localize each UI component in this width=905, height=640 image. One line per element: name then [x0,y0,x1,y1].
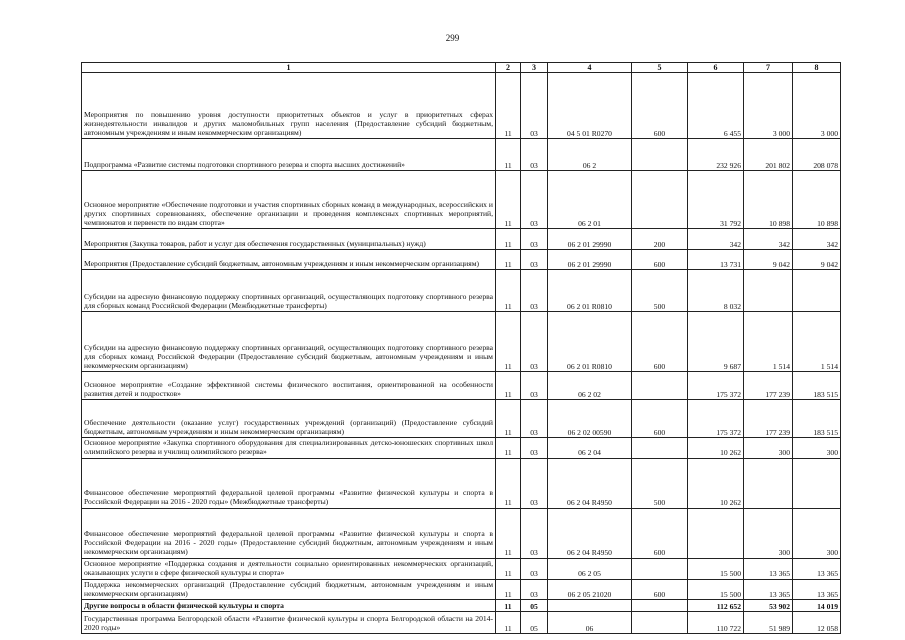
row-section: 11 [496,579,521,599]
header-col-1: 1 [82,63,496,73]
row-section: 11 [496,73,521,139]
row-amount-2020: 300 [793,508,841,558]
row-amount-2020: 13 365 [793,558,841,579]
row-amount-2019: 10 898 [744,171,793,229]
row-amount-2019: 13 365 [744,558,793,579]
row-amount-2018: 10 262 [688,458,744,508]
table-row [82,270,841,312]
row-expense-type [632,438,688,458]
row-amount-2019: 53 902 [744,600,793,612]
row-section: 11 [496,558,521,579]
row-amount-2019 [744,270,793,312]
row-subsection: 03 [521,458,548,508]
table-row [82,372,841,400]
row-target-article: 06 2 05 21020 [548,579,632,599]
row-target-article: 06 2 01 R0810 [548,270,632,312]
row-description: Поддержка некоммерческих организаций (Предоставление субсидий бюджетным, автономным учреждениям и иным некоммерческим организациям) [82,579,496,599]
row-description: Субсидии на адресную финансовую поддержку спортивных организаций, осуществляющих подготовку спортивного резерва для сборных команд Российской Федерации (Предоставление субсидий бюджетным, автономным учреждениям и иным некоммерческим организациям) [82,312,496,372]
header-col-2: 2 [496,63,521,73]
table-row [82,612,841,634]
row-target-article: 06 [548,612,632,634]
table-row [82,438,841,458]
row-amount-2018 [688,508,744,558]
row-subsection: 05 [521,612,548,634]
row-target-article: 06 2 01 R0810 [548,312,632,372]
row-description: Мероприятия (Закупка товаров, работ и услуг для обеспечения государственных (муниципальных) нужд) [82,229,496,250]
row-amount-2019: 201 802 [744,139,793,171]
row-amount-2020: 208 078 [793,139,841,171]
table-row [82,139,841,171]
row-amount-2020: 10 898 [793,171,841,229]
row-expense-type: 500 [632,458,688,508]
row-target-article: 06 2 04 [548,438,632,458]
row-amount-2018: 15 500 [688,579,744,599]
row-amount-2018: 15 500 [688,558,744,579]
row-subsection: 03 [521,372,548,400]
row-subsection: 03 [521,139,548,171]
row-subsection: 03 [521,438,548,458]
row-amount-2019: 51 989 [744,612,793,634]
row-section: 11 [496,458,521,508]
row-description: Основное мероприятие «Закупка спортивного оборудования для специализированных детско-юношеских спортивных школ олимпийского резерва и училищ олимпийского резерва» [82,438,496,458]
row-target-article: 06 2 01 29990 [548,250,632,270]
table-row [82,73,841,139]
row-amount-2020: 14 019 [793,600,841,612]
row-description: Финансовое обеспечение мероприятий федеральной целевой программы «Развитие физической культуры и спорта в Российской Федерации на 2016 - 2020 годы» (Предоставление субсидий бюджетным, автономным учреждениям и иным некоммерческим организациям) [82,508,496,558]
row-amount-2020: 9 042 [793,250,841,270]
row-subsection: 03 [521,73,548,139]
row-expense-type [632,372,688,400]
row-amount-2020: 1 514 [793,312,841,372]
row-amount-2020: 183 515 [793,400,841,438]
row-amount-2018: 342 [688,229,744,250]
row-amount-2020: 13 365 [793,579,841,599]
row-target-article: 06 2 05 [548,558,632,579]
row-target-article: 06 2 01 [548,171,632,229]
row-subsection: 03 [521,250,548,270]
row-expense-type [632,600,688,612]
row-amount-2019: 177 239 [744,400,793,438]
row-description: Основное мероприятие «Обеспечение подготовки и участия спортивных сборных команд в международных, всероссийских и других спортивных соревнованиях, обеспечение организации и проведения комплексных спортивных мероприятий, чемпионатов и первенств по видам спорта» [82,171,496,229]
row-amount-2018: 31 792 [688,171,744,229]
table-row [82,229,841,250]
table-row [82,250,841,270]
row-amount-2019: 342 [744,229,793,250]
header-col-5: 5 [632,63,688,73]
row-amount-2018: 232 926 [688,139,744,171]
row-section: 11 [496,229,521,250]
row-expense-type: 200 [632,229,688,250]
row-amount-2018: 112 652 [688,600,744,612]
row-description: Субсидии на адресную финансовую поддержку спортивных организаций, осуществляющих подготовку спортивного резерва для сборных команд Российской Федерации (Межбюджетные трансферты) [82,270,496,312]
row-subsection: 03 [521,558,548,579]
table-row [82,458,841,508]
row-subsection: 03 [521,312,548,372]
page-number: 299 [445,33,460,43]
row-amount-2020 [793,270,841,312]
row-amount-2019 [744,458,793,508]
row-expense-type: 600 [632,579,688,599]
row-amount-2020 [793,458,841,508]
row-expense-type: 500 [632,270,688,312]
row-amount-2020: 3 000 [793,73,841,139]
row-amount-2018: 175 372 [688,400,744,438]
row-amount-2018: 110 722 [688,612,744,634]
row-section: 11 [496,372,521,400]
row-amount-2018: 6 455 [688,73,744,139]
header-col-4: 4 [548,63,632,73]
row-amount-2019: 177 239 [744,372,793,400]
row-expense-type: 600 [632,508,688,558]
row-amount-2019: 3 000 [744,73,793,139]
row-description: Основное мероприятие «Создание эффективной системы физического воспитания, ориентированной на особенности развития детей и подростков» [82,372,496,400]
table-row [82,508,841,558]
row-section: 11 [496,400,521,438]
row-target-article: 06 2 04 R4950 [548,508,632,558]
table-row [82,400,841,438]
row-expense-type: 600 [632,312,688,372]
row-description: Другие вопросы в области физической культуры и спорта [82,600,496,612]
row-amount-2019: 1 514 [744,312,793,372]
row-amount-2019: 300 [744,438,793,458]
header-col-6: 6 [688,63,744,73]
row-amount-2019: 9 042 [744,250,793,270]
row-amount-2020: 300 [793,438,841,458]
row-amount-2020: 183 515 [793,372,841,400]
row-amount-2018: 13 731 [688,250,744,270]
table-row [82,312,841,372]
header-col-7: 7 [744,63,793,73]
row-subsection: 03 [521,579,548,599]
row-expense-type [632,139,688,171]
row-amount-2018: 9 687 [688,312,744,372]
row-description: Основное мероприятие «Поддержка создания и деятельности социально ориентированных некоммерческих организаций, оказывающих услуги в сфере физической культуры и спорта» [82,558,496,579]
row-section: 11 [496,139,521,171]
row-subsection: 03 [521,270,548,312]
row-expense-type [632,558,688,579]
row-description: Мероприятия (Предоставление субсидий бюджетным, автономным учреждениям и иным некоммерческим организациям) [82,250,496,270]
row-expense-type [632,612,688,634]
row-amount-2018: 175 372 [688,372,744,400]
row-section: 11 [496,600,521,612]
row-amount-2020: 342 [793,229,841,250]
row-section: 11 [496,312,521,372]
row-section: 11 [496,270,521,312]
row-target-article [548,600,632,612]
table-row [82,171,841,229]
row-target-article: 06 2 02 00590 [548,400,632,438]
row-amount-2018: 10 262 [688,438,744,458]
row-subsection: 03 [521,171,548,229]
row-description: Обеспечение деятельности (оказание услуг) государственных учреждений (организаций) (Предоставление субсидий бюджетным, автономным учреждениям и иным некоммерческим организациям) [82,400,496,438]
row-description: Подпрограмма «Развитие системы подготовки спортивного резерва и спорта высших достижений» [82,139,496,171]
row-target-article: 06 2 01 29990 [548,229,632,250]
table-row [82,558,841,579]
row-target-article: 06 2 02 [548,372,632,400]
row-section: 11 [496,612,521,634]
row-section: 11 [496,250,521,270]
row-amount-2019: 300 [744,508,793,558]
table-row [82,579,841,599]
budget-table [81,62,841,634]
row-target-article: 06 2 04 R4950 [548,458,632,508]
header-col-8: 8 [793,63,841,73]
row-expense-type: 600 [632,73,688,139]
table-row [82,600,841,612]
row-description: Финансовое обеспечение мероприятий федеральной целевой программы «Развитие физической культуры и спорта в Российской Федерации на 2016 - 2020 годы» (Межбюджетные трансферты) [82,458,496,508]
row-expense-type: 600 [632,250,688,270]
row-amount-2020: 12 058 [793,612,841,634]
row-section: 11 [496,508,521,558]
row-subsection: 05 [521,600,548,612]
row-amount-2018: 8 032 [688,270,744,312]
header-col-3: 3 [521,63,548,73]
row-subsection: 03 [521,508,548,558]
row-description: Мероприятия по повышению уровня доступности приоритетных объектов и услуг в приоритетных сферах жизнедеятельности инвалидов и других маломобильных групп населения (Предоставление субсидий бюджетным, автономным учреждениям и иным некоммерческим организациям) [82,73,496,139]
row-description: Государственная программа Белгородской области «Развитие физической культуры и спорта Белгородской области на 2014-2020 годы» [82,612,496,634]
row-expense-type [632,171,688,229]
row-amount-2019: 13 365 [744,579,793,599]
header-row [82,63,841,73]
row-expense-type: 600 [632,400,688,438]
row-subsection: 03 [521,229,548,250]
row-section: 11 [496,438,521,458]
row-target-article: 06 2 [548,139,632,171]
row-section: 11 [496,171,521,229]
row-target-article: 04 5 01 R0270 [548,73,632,139]
row-subsection: 03 [521,400,548,438]
